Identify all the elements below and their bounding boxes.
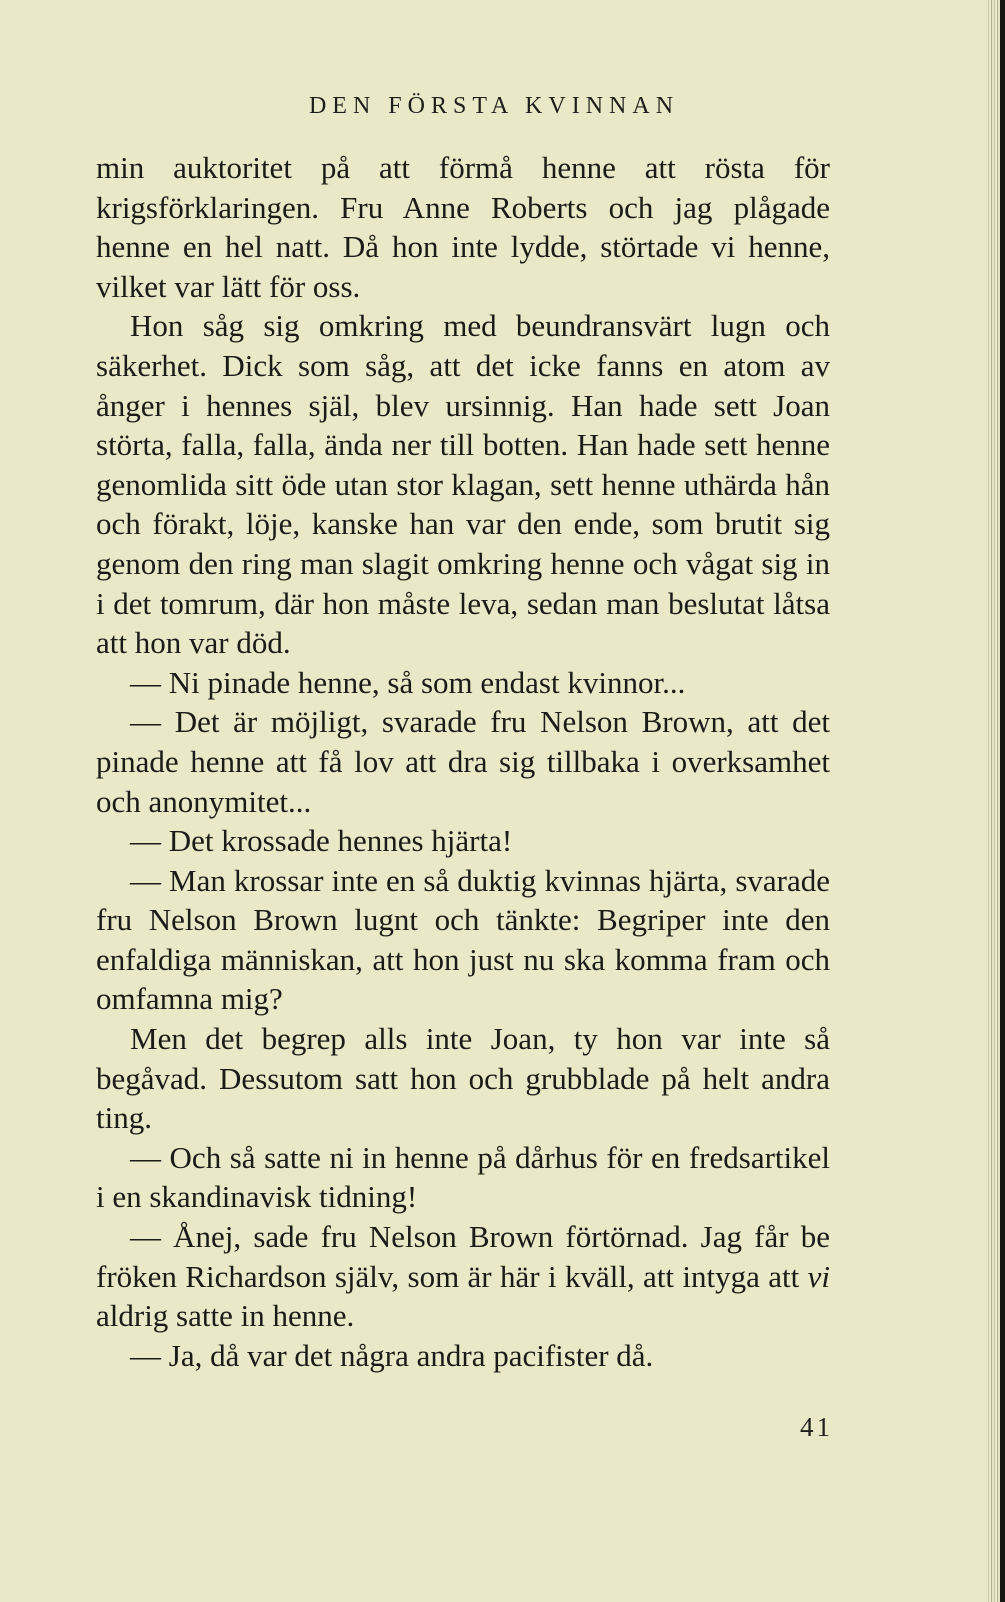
page-number: 41 xyxy=(800,1412,833,1442)
body-text xyxy=(96,148,830,1375)
paragraph: Hon såg sig omkring med beundransvärt lugn och säkerhet. Dick som såg, att det icke fanns en atom av ånger i hennes själ, blev ursinnig. Han hade sett Joan störta, falla, falla, ända ner till botten. Han hade sett henne genomlida sitt öde utan stor klagan, sett henne uthärda hån och förakt, löje, kanske han var den ende, som brutit sig genom den ring man slagit omkring henne och vågat sig in i det tomrum, där hon måste leva, sedan man beslutat låtsa att hon var död. xyxy=(96,308,830,661)
dialogue-line: — Det krossade hennes hjärta! xyxy=(130,823,513,859)
dialogue-line: — Man krossar inte en så duktig kvinnas hjärta, svarade fru Nelson Brown lugnt och tänkte: Begriper inte den enfaldiga människan, att hon just nu ska komma fram och omfamna mig? xyxy=(96,862,830,1017)
page-edge xyxy=(988,0,1005,1602)
dialogue-line: — Och så satte ni in henne på dårhus för en fredsartikel i en skandinavisk tidning! xyxy=(96,1139,830,1215)
dialogue-text: aldrig satte in henne. xyxy=(96,1298,355,1334)
paragraph: min auktoritet på att förmå henne att rösta för krigsförklaringen. Fru Anne Roberts och jag plågade henne en hel natt. Då hon inte lydde, störtade vi henne, vilket var lätt för oss. xyxy=(96,150,830,304)
dialogue-line: — Det är möjligt, svarade fru Nelson Brown, att det pinade henne att få lov att dra sig tillbaka i overksamhet och anonymitet... xyxy=(96,704,830,819)
dialogue-line: — Ja, då var det några andra pacifister då. xyxy=(130,1337,654,1373)
running-head: DEN FÖRSTA KVINNAN xyxy=(308,93,680,119)
dialogue-line xyxy=(96,1217,830,1336)
dialogue-text: — Ånej, sade fru Nelson Brown förtörnad. Jag får be fröken Richardson själv, som är här i kväll, att intyga att xyxy=(96,1219,830,1294)
paragraph: Men det begrep alls inte Joan, ty hon var inte så begåvad. Dessutom satt hon och grubblade på helt andra ting. xyxy=(96,1021,830,1136)
dialogue-line: — Ni pinade henne, så som endast kvinnor... xyxy=(130,664,686,700)
emphasis-word: vi xyxy=(807,1258,830,1294)
